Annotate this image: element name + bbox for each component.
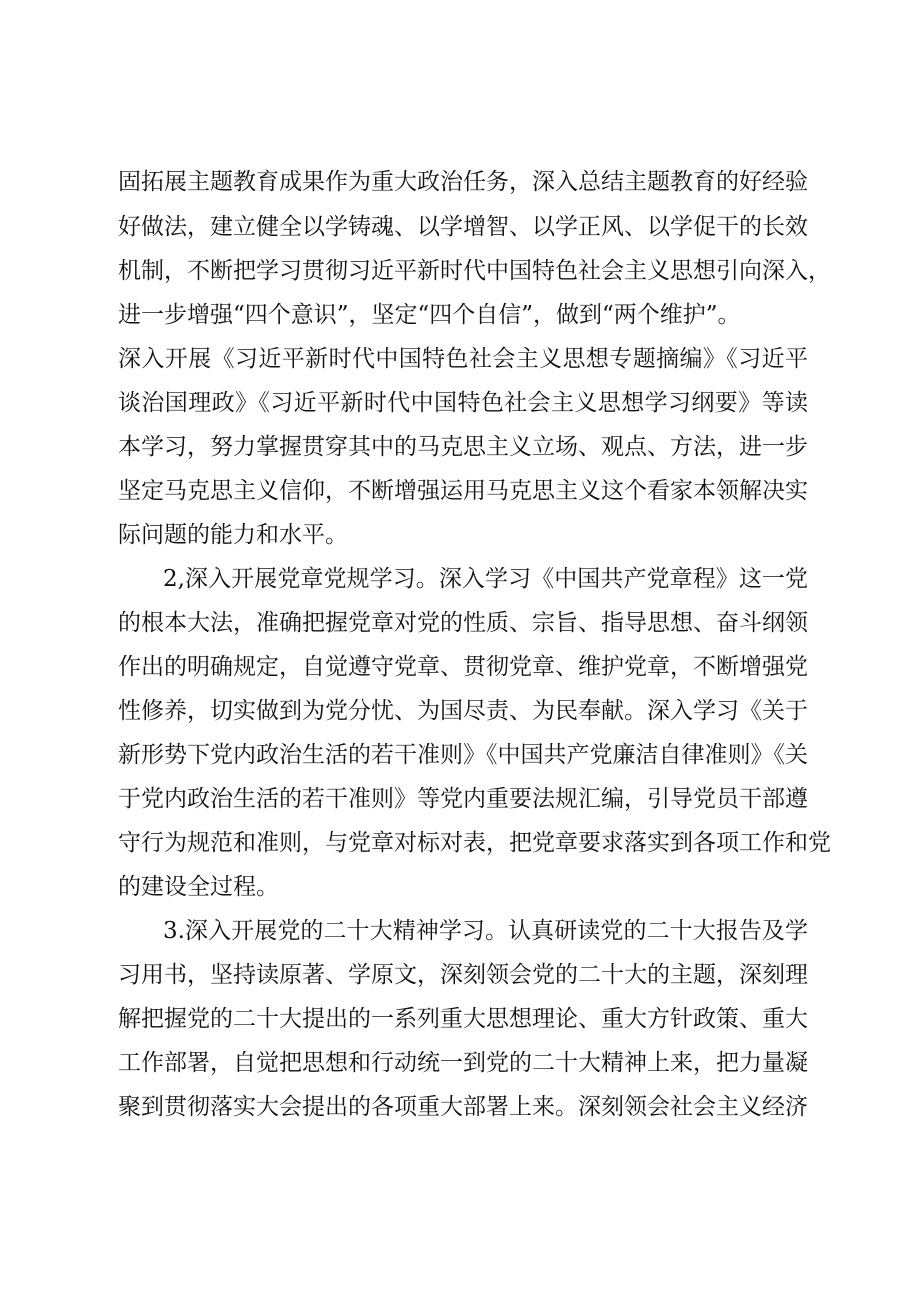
paragraph-line: 聚到贯彻落实大会提出的各项重大部署上来。深刻领会社会主义经济 bbox=[118, 1094, 808, 1120]
paragraph-line: 的建设全过程。 bbox=[118, 874, 279, 900]
paragraph-line: 的根本大法，准确把握党章对党的性质、宗旨、指导思想、奋斗纲领 bbox=[118, 610, 808, 636]
paragraph-line: 进一步增强“四个意识”，坚定“四个自信”，做到“两个维护”。 bbox=[118, 302, 741, 328]
paragraph-line: 坚定马克思主义信仰，不断增强运用马克思主义这个看家本领解决实 bbox=[118, 478, 808, 504]
paragraph-line: 好做法，建立健全以学铸魂、以学增智、以学正风、以学促干的长效 bbox=[118, 214, 808, 240]
paragraph-line: 际问题的能力和水平。 bbox=[118, 522, 348, 548]
paragraph-line: 新形势下党内政治生活的若干准则》《中国共产党廉洁自律准则》《关 bbox=[118, 742, 808, 768]
paragraph-line: 本学习，努力掌握贯穿其中的马克思主义立场、观点、方法，进一步 bbox=[118, 434, 808, 460]
paragraph-line: 于党内政治生活的若干准则》等党内重要法规汇编，引导党员干部遵 bbox=[118, 786, 808, 812]
paragraph-line: 工作部署，自觉把思想和行动统一到党的二十大精神上来，把力量凝 bbox=[118, 1050, 808, 1076]
paragraph-line: 2,深入开展党章党规学习。深入学习《中国共产党章程》这一党 bbox=[163, 566, 808, 592]
paragraph-line: 解把握党的二十大提出的一系列重大思想理论、重大方针政策、重大 bbox=[118, 1006, 808, 1032]
paragraph-line: 守行为规范和准则，与党章对标对表，把党章要求落实到各项工作和党 bbox=[118, 830, 831, 856]
paragraph-line: 3.深入开展党的二十大精神学习。认真研读党的二十大报告及学 bbox=[163, 918, 808, 944]
paragraph-line: 机制，不断把学习贯彻习近平新时代中国特色社会主义思想引向深入， bbox=[118, 258, 831, 284]
paragraph-line: 谈治国理政》《习近平新时代中国特色社会主义思想学习纲要》等读 bbox=[118, 390, 808, 416]
paragraph-line: 习用书，坚持读原著、学原文，深刻领会党的二十大的主题，深刻理 bbox=[118, 962, 808, 988]
paragraph-line: 作出的明确规定，自觉遵守党章、贯彻党章、维护党章，不断增强党 bbox=[118, 654, 808, 680]
paragraph-line: 性修养，切实做到为党分忧、为国尽责、为民奉献。深入学习《关于 bbox=[118, 698, 808, 724]
paragraph-line: 固拓展主题教育成果作为重大政治任务，深入总结主题教育的好经验 bbox=[118, 169, 808, 195]
paragraph-line: 深入开展《习近平新时代中国特色社会主义思想专题摘编》《习近平 bbox=[118, 346, 808, 372]
